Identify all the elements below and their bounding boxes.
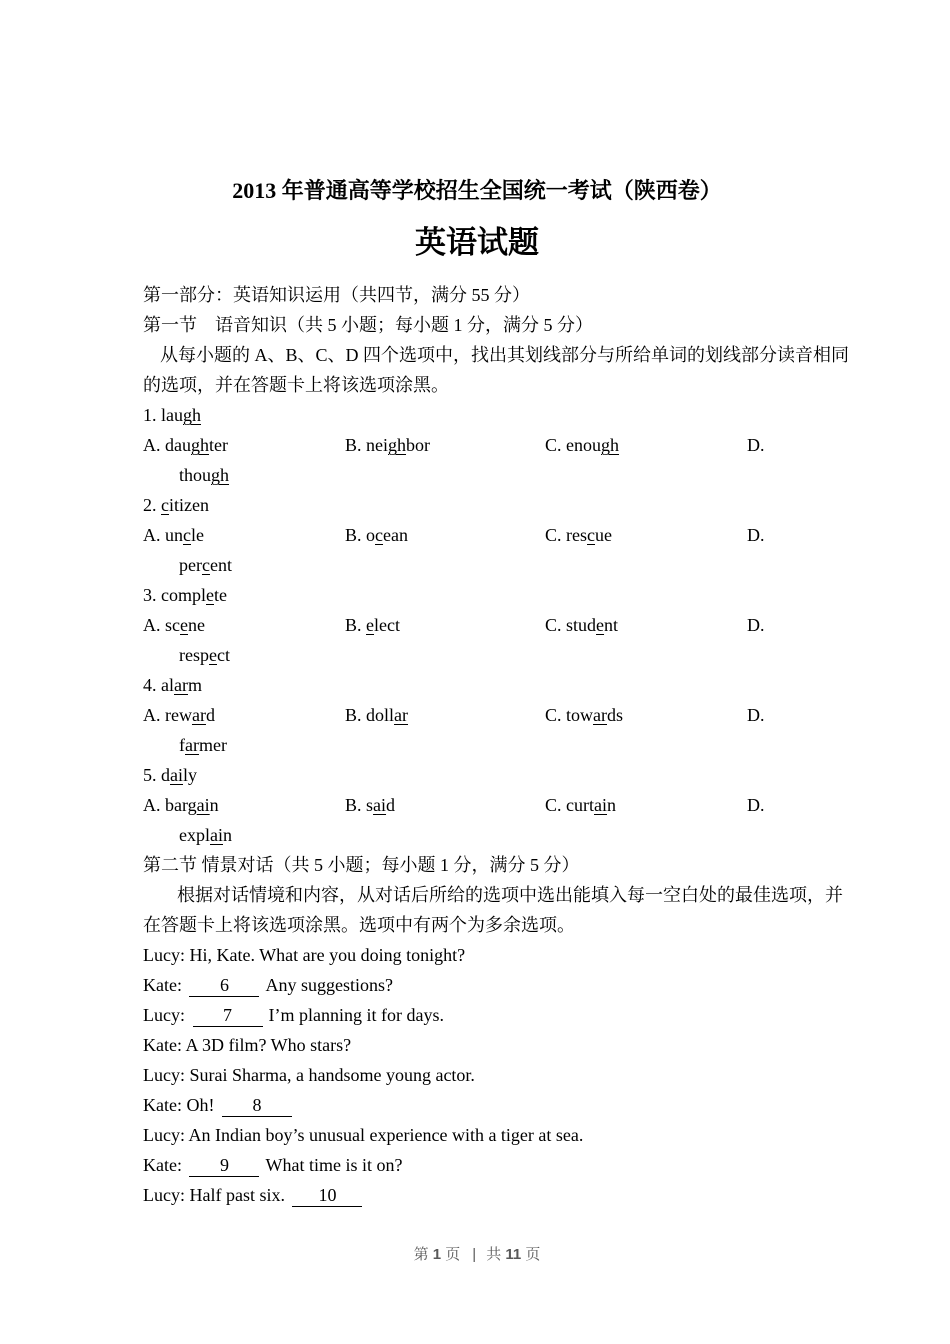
footer-separator: | [472, 1246, 477, 1263]
question-3-options [143, 610, 811, 640]
question-number: 2. [143, 495, 157, 515]
section2-instructions-line1: 根据对话情境和内容，从对话后所给的选项中选出能填入每一空白处的最佳选项，并 [177, 885, 843, 905]
speaker-label: Lucy: [143, 1005, 185, 1025]
blank-10: 10 [292, 1184, 362, 1207]
option-d-word: respect [179, 645, 230, 665]
speaker-label: Kate: [143, 975, 182, 995]
page-title: 2013 年普通高等学校招生全国统一考试（陕西卷） [232, 178, 722, 203]
option-a: A. uncle [143, 525, 204, 545]
question-number: 3. [143, 585, 157, 605]
dialog-line-8: Kate: 9 What time is it on? [143, 1155, 403, 1175]
blank-7: 7 [193, 1004, 263, 1027]
blank-6: 6 [189, 974, 259, 997]
question-3-stem [143, 580, 811, 610]
option-b: B. said [345, 795, 396, 815]
option-d-label: D. [747, 705, 765, 725]
page-footer: 第 1 页 | 共 11 页 [413, 1246, 541, 1263]
section2-instructions-line2: 在答题卡上将该选项涂黑。选项中有两个为多余选项。 [143, 915, 575, 935]
exam-body [143, 280, 850, 1210]
page-subtitle: 英语试题 [415, 225, 539, 260]
option-d-word: though [179, 465, 230, 485]
option-b: B. neighbor [345, 435, 431, 455]
dialog-line-6: Kate: Oh! 8 [143, 1090, 811, 1120]
question-word: laugh [161, 405, 201, 425]
option-a: A. reward [143, 705, 215, 725]
section2-heading: 第二节 情景对话（共 5 小题；每小题 1 分，满分 5 分） [143, 855, 580, 875]
speaker-label: Lucy: [143, 1125, 185, 1145]
question-4-stem [143, 670, 811, 700]
question-number: 5. [143, 765, 157, 785]
speaker-label: Lucy: [143, 1185, 185, 1205]
section1-heading: 第一节 语音知识（共 5 小题；每小题 1 分，满分 5 分） [143, 315, 593, 335]
question-number: 1. [143, 405, 157, 425]
option-a: A. daughter [143, 435, 228, 455]
speaker-label: Lucy: [143, 945, 185, 965]
option-d-label: D. [747, 795, 765, 815]
current-page-number: 1 [432, 1246, 442, 1263]
question-word: daily [161, 765, 198, 785]
question-number: 4. [143, 675, 157, 695]
dialog-line-2: Kate: 6 Any suggestions? [143, 975, 393, 995]
speaker-label: Lucy: [143, 1065, 185, 1085]
speaker-label: Kate: [143, 1035, 182, 1055]
dialog-line-3: Lucy: 7 I’m planning it for days. [143, 1005, 444, 1025]
dialog-line-1: Lucy: Hi, Kate. What are you doing tonight? [143, 945, 466, 965]
speaker-label: Kate: [143, 1095, 182, 1115]
option-a: A. bargain [143, 795, 219, 815]
option-c: C. rescue [545, 525, 613, 545]
option-c: C. enough [545, 435, 620, 455]
option-a: A. scene [143, 615, 205, 635]
dialog-line-5: Lucy: Surai Sharma, a handsome young actor. [143, 1065, 475, 1085]
question-2-options [143, 520, 811, 550]
option-b: B. elect [345, 615, 400, 635]
option-d-label: D. [747, 435, 765, 455]
question-4-options [143, 700, 811, 730]
question-word: citizen [161, 495, 209, 515]
option-d-word: farmer [179, 735, 227, 755]
dialog-line-7: Lucy: An Indian boy’s unusual experience with a tiger at sea. [143, 1125, 584, 1145]
option-c: C. student [545, 615, 619, 635]
question-word: alarm [161, 675, 202, 695]
question-1-stem [143, 400, 811, 430]
total-page-number: 11 [505, 1246, 522, 1263]
blank-8: 8 [222, 1094, 292, 1117]
question-2-stem [143, 490, 811, 520]
part1-heading: 第一部分：英语知识运用（共四节，满分 55 分） [143, 285, 530, 305]
question-5-options [143, 790, 811, 820]
option-c: C. curtain [545, 795, 616, 815]
option-d-word: explain [179, 825, 232, 845]
dialog-line-4: Kate: A 3D film? Who stars? [143, 1035, 352, 1055]
dialog-line-9: Lucy: Half past six. 10 [143, 1180, 811, 1210]
page-content [143, 0, 850, 1270]
blank-9: 9 [189, 1154, 259, 1177]
option-d-label: D. [747, 525, 765, 545]
question-5-stem [143, 760, 811, 790]
option-b: B. dollar [345, 705, 409, 725]
option-d-word: percent [179, 555, 232, 575]
question-1-options [143, 430, 811, 460]
section1-instructions-line1: 从每小题的 A、B、C、D 四个选项中，找出其划线部分与所给单词的划线部分读音相同 [160, 345, 850, 365]
section1-instructions-line2: 的选项，并在答题卡上将该选项涂黑。 [143, 375, 449, 395]
option-d-label: D. [747, 615, 765, 635]
speaker-label: Kate: [143, 1155, 182, 1175]
question-word: complete [161, 585, 227, 605]
option-c: C. towards [545, 705, 624, 725]
option-b: B. ocean [345, 525, 408, 545]
